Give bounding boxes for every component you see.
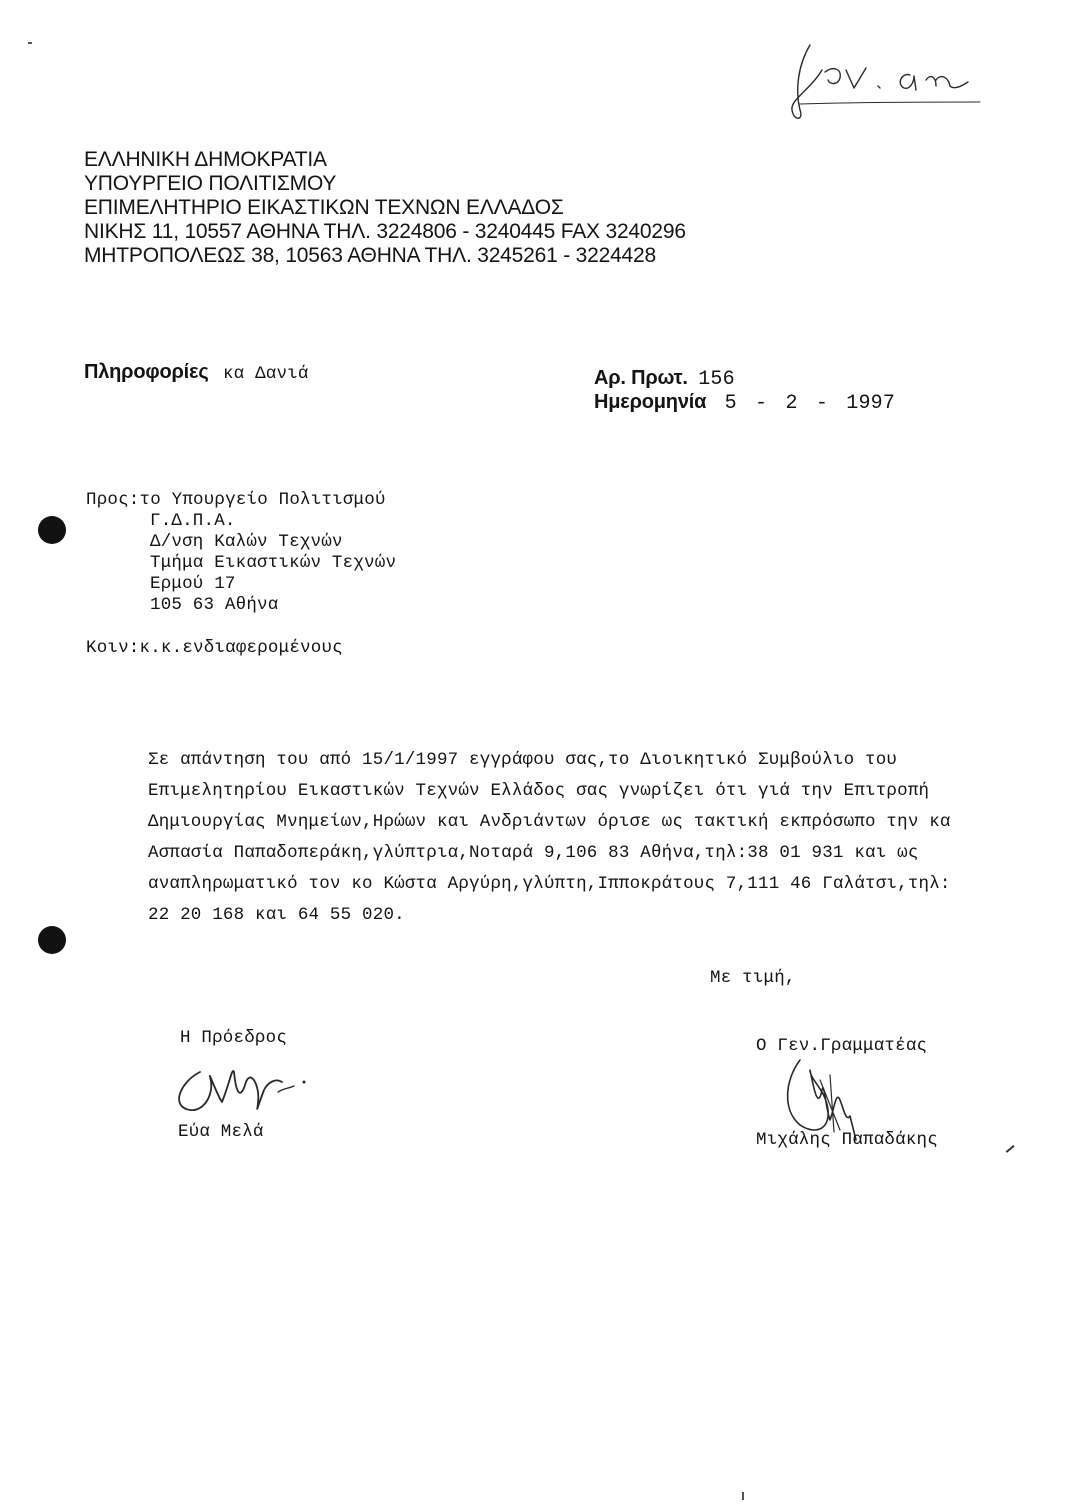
signature-left-name: Εύα Μελά [178, 1122, 264, 1142]
recipient-line: Τμήμα Εικαστικών Τεχνών [150, 553, 397, 573]
recipient-line: Προς:το Υπουργείο Πολιτισμού [86, 490, 386, 510]
protocol-date-label: Ημερομηνία [594, 391, 707, 413]
body-line: αναπληρωματικό τον κο Κώστα Αργύρη,γλύπτη,Ιπποκράτους 7,111 46 Γαλάτσι,τηλ: [148, 874, 951, 894]
recipient-block [86, 490, 396, 616]
protocol-date [594, 390, 895, 415]
recipient-line: Γ.Δ.Π.Α. [150, 511, 236, 531]
protocol-number-value: 156 [698, 368, 735, 391]
letterhead-address-2: ΜΗΤΡΟΠΟΛΕΩΣ 38, 10563 ΑΘΗΝΑ ΤΗΛ. 3245261 - 3224428 [84, 244, 656, 267]
info-label: Πληροφορίες [84, 361, 209, 383]
protocol-date-value: 5 - 2 - 1997 [724, 392, 896, 415]
protocol-number [594, 366, 735, 391]
recipient-line: Δ/νση Καλών Τεχνών [150, 532, 343, 552]
signature-right-title: Ο Γεν.Γραμματέας [756, 1036, 928, 1056]
letter-body [148, 745, 951, 931]
signature-right-name: Μιχάλης Παπαδάκης [756, 1130, 938, 1150]
info-value: κα Δανιά [222, 364, 309, 384]
hole-punch-mark [38, 926, 66, 954]
signature-left-mark [160, 1052, 320, 1132]
body-line: Επιμελητηρίου Εικαστικών Τεχνών Ελλάδος σας γνωρίζει ότι γιά την Επιτροπή [148, 781, 930, 801]
body-line: Σε απάντηση του από 15/1/1997 εγγράφου σας,το Διοικητικό Συμβούλιο του [148, 750, 898, 770]
hole-punch-mark [38, 516, 66, 544]
body-line: Δημιουργίας Μνημείων,Ηρώων και Ανδριάντων όρισε ως τακτική εκπρόσωπο την κα [148, 812, 951, 832]
recipient-line: Ερμού 17 [150, 574, 236, 594]
scan-speck [28, 42, 32, 44]
letterhead-chamber: ΕΠΙΜΕΛΗΤΗΡΙΟ ΕΙΚΑΣΤΙΚΩΝ ΤΕΧΝΩΝ ΕΛΛΑΔΟΣ [84, 196, 564, 219]
info-line [84, 360, 309, 384]
scan-speck [1006, 1145, 1015, 1153]
protocol-number-label: Αρ. Πρωτ. [594, 367, 688, 389]
handwritten-annotation [780, 30, 1000, 125]
scan-speck [742, 1492, 744, 1500]
body-line: 22 20 168 και 64 55 020. [148, 905, 405, 925]
letterhead-ministry: ΥΠΟΥΡΓΕΙΟ ΠΟΛΙΤΙΣΜΟΥ [84, 172, 337, 195]
body-line: Ασπασία Παπαδοπεράκη,γλύπτρια,Νοταρά 9,106 83 Αθήνα,τηλ:38 01 931 και ως [148, 843, 919, 863]
letterhead [84, 148, 686, 268]
letterhead-address-1: ΝΙΚΗΣ 11, 10557 ΑΘΗΝΑ ΤΗΛ. 3224806 - 3240445 FAX 3240296 [84, 220, 686, 243]
recipient-line: 105 63 Αθήνα [150, 595, 279, 615]
closing: Με τιμή, [710, 968, 796, 988]
letterhead-country: ΕΛΛΗΝΙΚΗ ΔΗΜΟΚΡΑΤΙΑ [84, 148, 327, 171]
signature-left-title: Η Πρόεδρος [180, 1028, 288, 1048]
cc-line: Κοιν:κ.κ.ενδιαφερομένους [86, 638, 343, 658]
